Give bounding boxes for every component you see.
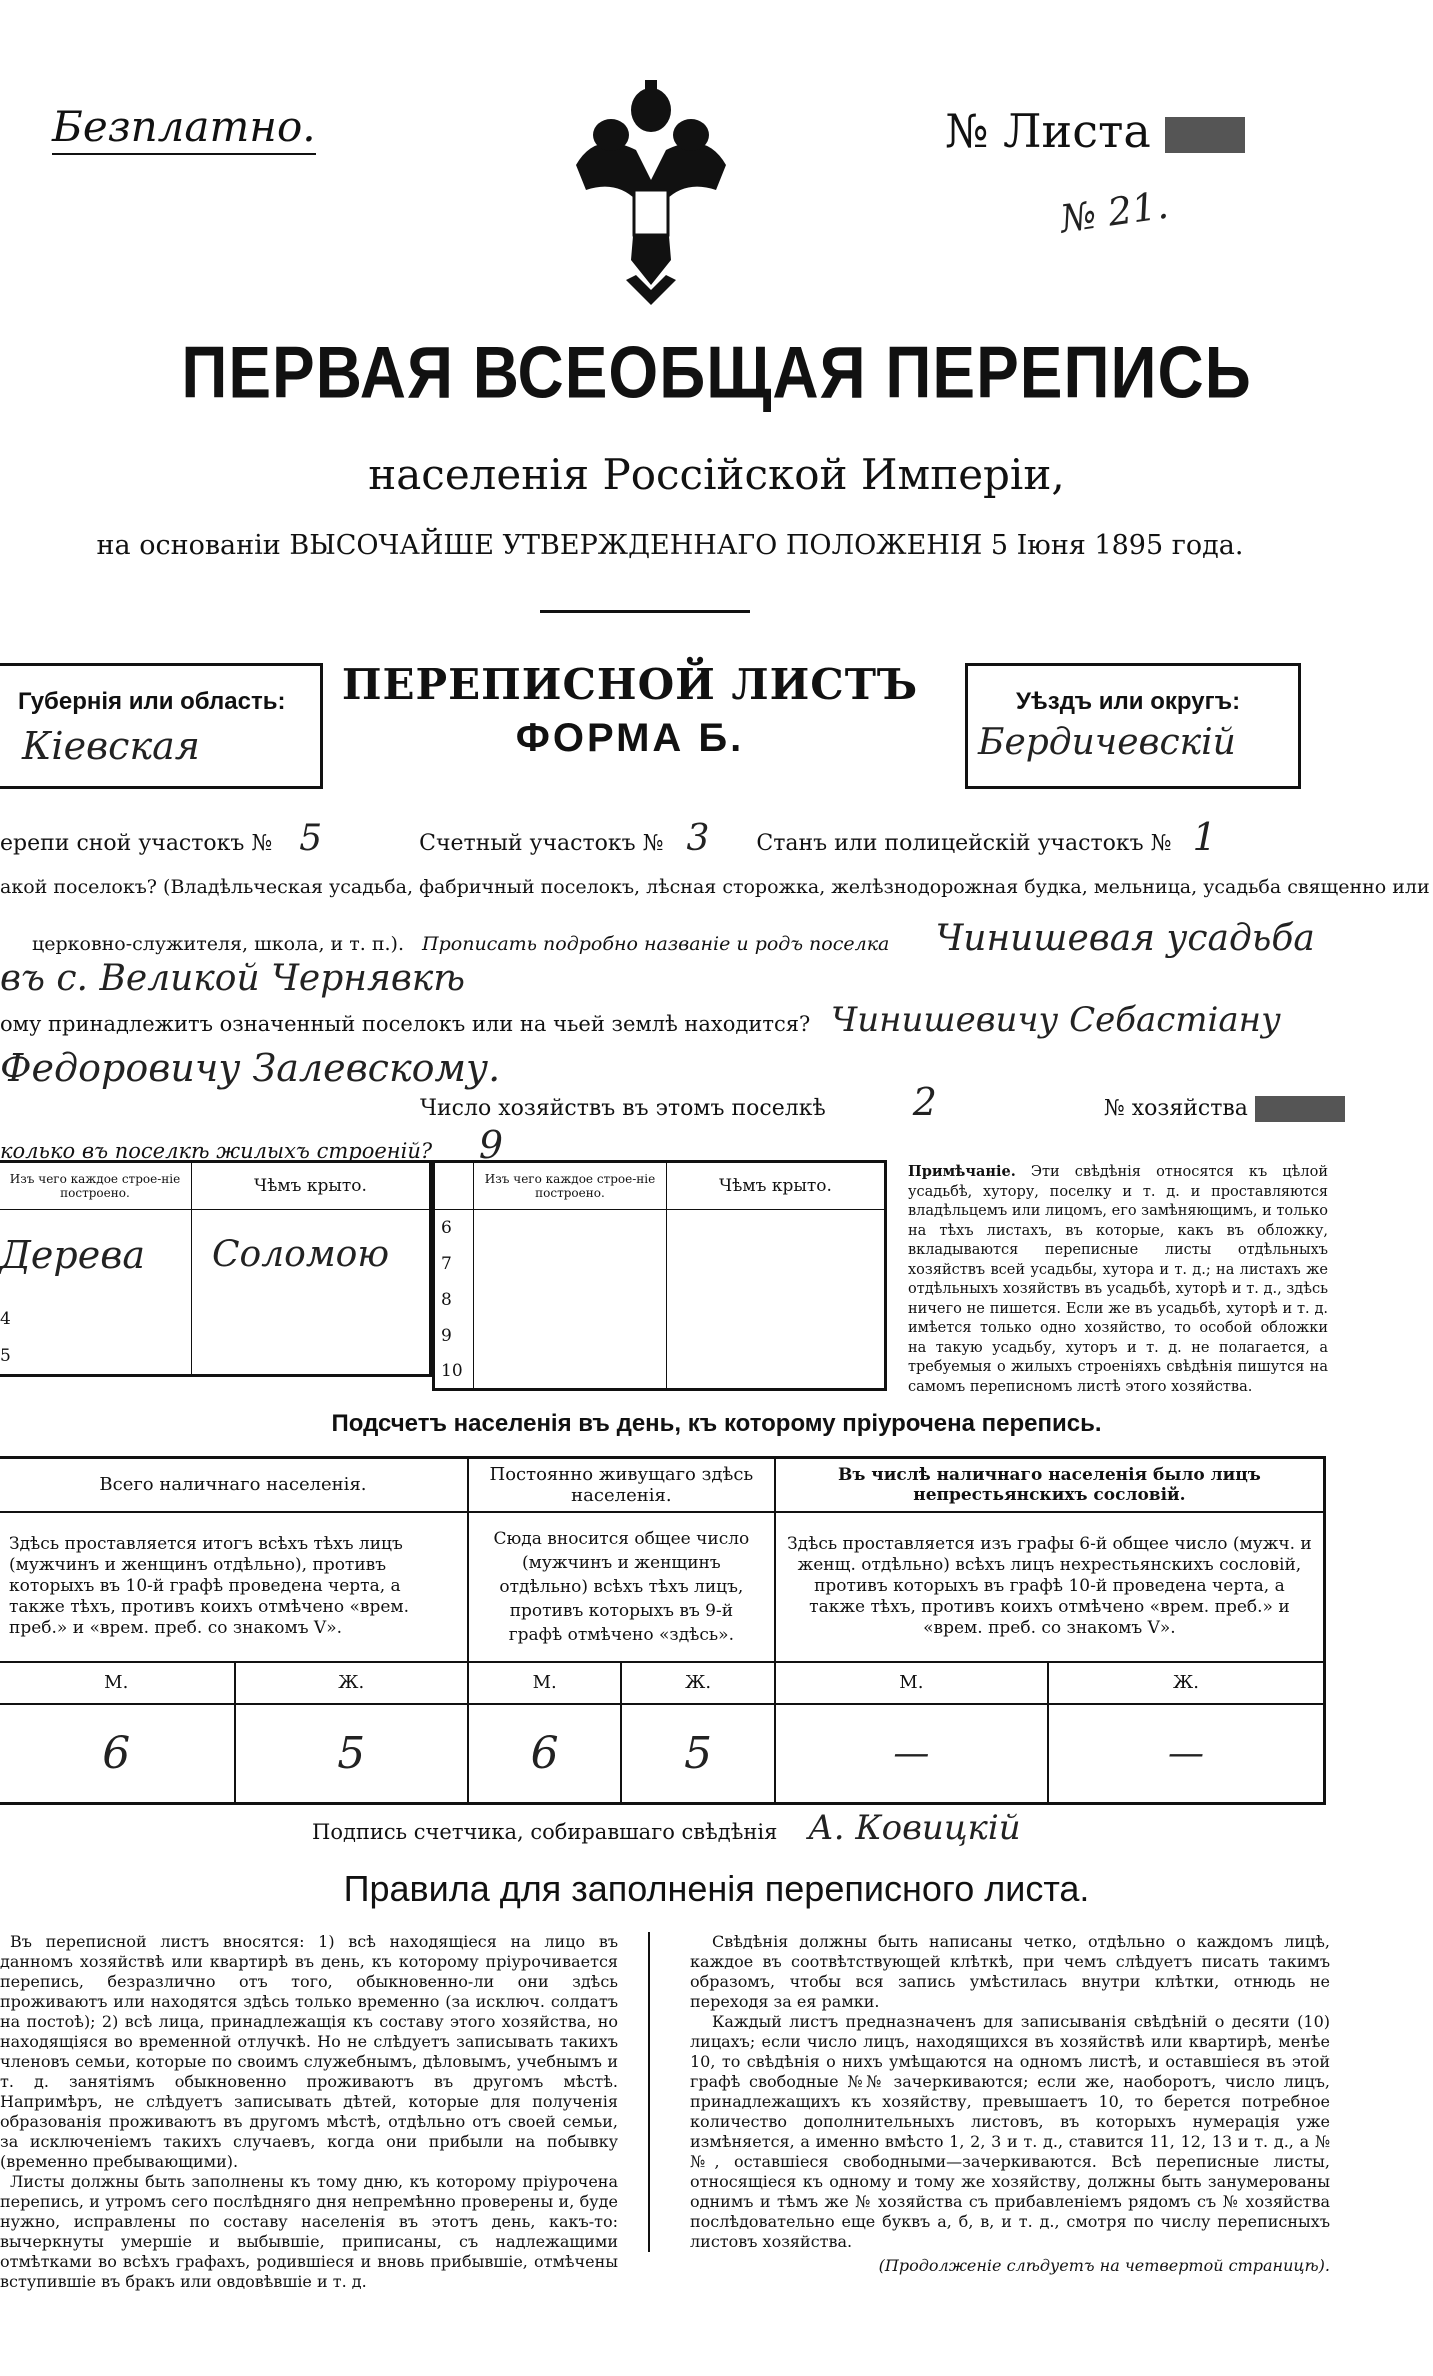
male-header: М. [0, 1662, 235, 1704]
note [908, 1162, 1328, 1397]
census-area-value: 5 [299, 818, 323, 859]
row-number: 6 [441, 1217, 452, 1238]
signature-label: Подпись счетчика, собиравшаго свѣдѣнія [312, 1820, 778, 1844]
value-cell: 6 [0, 1704, 235, 1804]
stan-value: 1 [1192, 815, 1217, 859]
household-no-label: № хозяйства [1103, 1096, 1248, 1121]
row-number: 7 [441, 1253, 452, 1274]
col3-text: Здѣсь проставляется изъ графы 6-й общее число (мужч. и женщ. отдѣльно) всѣхъ лицъ нехрестьянскихъ сословій, противъ которыхъ въ графѣ 10-й проведена черта, а также тѣхъ, противъ коихъ отмѣчено «врем. преб.» и «врем. преб. со знакомъ V». [775, 1512, 1325, 1662]
col1-text: Здѣсь проставляется итогъ всѣхъ тѣхъ лицъ (мужчинъ и женщинъ отдѣльно), противъ которыхъ въ 10-й графѣ проведена черта, а также тѣхъ, противъ коихъ отмѣчено «врем. преб.» и «врем. преб. со знакомъ V». [0, 1512, 468, 1662]
census-area-label: ерепи сной участокъ № [0, 831, 273, 856]
province-value: Кіевская [22, 724, 200, 768]
basis-line: на основаніи ВЫСОЧАЙШЕ УТВЕРЖДЕННАГО ПОЛОЖЕНІЯ 5 Іюня 1895 года. [96, 530, 1244, 561]
settlement-note: Прописать подробно названіе и родъ поселка [422, 933, 890, 955]
count-area-value: 3 [686, 818, 710, 859]
form-label: ФОРМА Б. [515, 716, 745, 760]
signature-row [312, 1808, 1021, 1848]
col-roof-header: Чѣмъ крыто. [667, 1162, 886, 1210]
female-header: Ж. [621, 1662, 774, 1704]
male-header: М. [775, 1662, 1048, 1704]
col2-text: Сюда вносится общее число (мужчинъ и женщинъ отдѣльно) всѣхъ тѣхъ лицъ, противъ которыхъ въ 9-й графѣ отмѣчено «здѣсь». [468, 1512, 775, 1662]
sheet-number-label: № Листа [945, 104, 1245, 158]
households-value: 2 [912, 1080, 937, 1124]
rules-left-column [0, 1932, 618, 2292]
settlement-value-1: Чинишевая усадьба [935, 918, 1315, 959]
col-material-header: Изъ чего каждое строе-ніе построено. [0, 1162, 192, 1210]
district-box [965, 663, 1301, 789]
owner-label: ому принадлежитъ означенный поселокъ или на чьей землѣ находится? [0, 1012, 811, 1036]
male-header: М. [468, 1662, 621, 1704]
province-box [0, 663, 323, 789]
value-cell: 5 [621, 1704, 774, 1804]
population-heading: Подсчетъ населенія въ день, къ которому пріурочена перепись. [331, 1410, 1102, 1437]
settlement-label-2: церковно-служителя, школа, и т. п.). [32, 933, 404, 955]
rules-right-p1: Свѣдѣнія должны быть написаны четко, отдѣльно о каждомъ лицѣ, каждое въ соотвѣтствующей клѣткѣ, при чемъ слѣдуетъ писать такимъ образомъ, чтобы вся запись умѣстилась внутри клѣтки, отнюдь не переходя за ея рамки. [690, 1932, 1330, 2011]
owner-row [0, 1000, 1400, 1040]
stan-label: Станъ или полицейскій участокъ № [756, 831, 1172, 856]
coat-of-arms-icon [556, 70, 746, 310]
table-cell: 4 [0, 1300, 192, 1338]
signature-value: А. Ковицкій [808, 1808, 1021, 1848]
row-number: 8 [441, 1289, 452, 1310]
value-cell: 6 [468, 1704, 621, 1804]
households-label: Число хозяйствъ въ этомъ поселкѣ [420, 1096, 826, 1121]
value-cell: 5 [235, 1704, 468, 1804]
value-cell: — [1048, 1704, 1325, 1804]
table-cell: Соломою [212, 1234, 390, 1276]
settlement-value-2: въ с. Великой Чернявкѣ [0, 958, 466, 999]
table-cell: Дерева [0, 1210, 192, 1300]
district-value: Бердичевскій [978, 722, 1236, 763]
col-material-header: Изъ чего каждое строе-ніе построено. [474, 1162, 667, 1210]
free-label: Безплатно. [52, 102, 316, 155]
settlement-label: акой поселокъ? (Владѣльческая усадьба, фабричный поселокъ, лѣсная сторожка, желѣзнодорожная будка, мельница, усадьба священно или [0, 876, 1430, 898]
household-no-redacted [1255, 1096, 1345, 1122]
rules-right-column [690, 1932, 1330, 2276]
province-label: Губернія или область: [18, 688, 286, 715]
col-roof-header: Чѣмъ крыто. [192, 1162, 431, 1210]
population-table [0, 1456, 1326, 1805]
col1-title: Всего наличнаго населенія. [0, 1458, 468, 1512]
count-area-label: Счетный участокъ № [419, 831, 664, 856]
sheet-number-handwritten: № 21. [1057, 182, 1172, 242]
col3-title: Въ числѣ наличнаго населенія было лицъ непрестьянскихъ сословій. [775, 1458, 1325, 1512]
row-number: 10 [441, 1360, 463, 1381]
value-cell: — [775, 1704, 1048, 1804]
note-text: Эти свѣдѣнія относятся къ цѣлой усадьбѣ, хутору, поселку и т. д. и проставляются владѣльцемъ или лицомъ, его замѣняющимъ, и только на тѣхъ листахъ, въ которые, какъ въ обложку, вкладываются переписные листы отдѣльныхъ хозяйствъ всей усадьбы, хутора и т. д.; на листахъ же отдѣльныхъ хозяйствъ въ усадьбѣ, хуторѣ и т. д., здѣсь ничего не пишется. Если же въ усадьбѣ, хуторѣ и т. д. имѣется только одно хозяйство, то особой обложки на такую усадьбу, хуторъ и т. д. не полагается, а требуемыя о жилыхъ строеніяхъ свѣдѣнія пишутся на самомъ переписномъ листѣ этого хозяйства. [908, 1164, 1328, 1395]
rules-right-p2: Каждый листъ предназначенъ для записыванія свѣдѣній о десяти (10) лицахъ; если число лицъ, находящихся въ хозяйствѣ или квартирѣ, менѣе 10, то свѣдѣнія о нихъ умѣщаются на одномъ листѣ, и оставшіеся въ этой графѣ свободные №№ зачеркиваются; если же, наоборотъ, число лицъ, принадлежащихъ къ хозяйству, превышаетъ 10, то берется потребное количество дополнительныхъ листовъ, въ которыхъ нумерація уже измѣняется, а именно вмѣсто 1, 2, 3 и т. д., ставится 11, 12, 13 и т. д., а №№, оставшіеся свободными—зачеркиваются. Всѣ переписные листы, относящіеся къ одному и тому же хозяйству, должны быть занумерованы однимъ и тѣмъ же № хозяйства съ прибавленіемъ рядомъ съ № хозяйства послѣдовательно еще буквъ а, б, в, и т. д., смотря по числу переписныхъ листовъ хозяйства. [690, 2012, 1330, 2251]
buildings-label: колько въ поселкѣ жилыхъ строеній? [0, 1139, 433, 1163]
rules-title: Правила для заполненія переписного листа. [343, 1868, 1090, 1909]
row-number: 9 [441, 1325, 452, 1346]
census-area-row [0, 815, 1320, 859]
page-subtitle: населенія Россійской Имперіи, [368, 450, 1065, 499]
rules-left-p1: Въ переписной листъ вносятся: 1) всѣ находящіеся на лицо въ данномъ хозяйствѣ или квартирѣ въ день, къ которому пріурочивается перепись, безразлично отъ того, обыкновенно-ли они здѣсь проживаютъ или находятся здѣсь только временно (за исключ. солдатъ на постоѣ); 2) всѣ лица, принадлежащія къ составу этого хозяйства, но находящіяся во временной отлучкѣ. Но не слѣдуетъ записывать такихъ членовъ семьи, которые по своимъ служебнымъ, дѣловымъ, учебнымъ и т. д. занятіямъ обыкновенно проживаютъ въ другомъ мѣстѣ. Напримѣръ, не слѣдуетъ записывать дѣтей, которые для полученія образованія проживаютъ въ другомъ мѣстѣ, отдѣльно отъ своей семьи, за исключеніемъ такихъ случаевъ, когда они прибыли на побывку (временно пребывающими). [0, 1932, 618, 2171]
female-header: Ж. [235, 1662, 468, 1704]
note-title: Примѣчаніе. [908, 1163, 1016, 1180]
rules-left-p2: Листы должны быть заполнены къ тому дню, къ которому пріурочена перепись, и утромъ сего послѣдняго дня непремѣнно проверены и, буде нужно, исправлены по составу населенія въ этотъ день, какъ-то: вычеркнуты умершіе и выбывшіе, приписаны, съ надлежащими отмѣтками во всѣхъ графахъ, родившіеся и вновь прибывшіе, отмѣчены вступившіе въ бракъ или овдовѣвшіе и т. д. [0, 2172, 618, 2291]
buildings-value: 9 [478, 1123, 503, 1167]
female-header: Ж. [1048, 1662, 1325, 1704]
settlement-row [0, 918, 1330, 959]
col2-title: Постоянно живущаго здѣсь населенія. [468, 1458, 775, 1512]
buildings-table-right [432, 1160, 887, 1391]
sheet-title: ПЕРЕПИСНОЙ ЛИСТЪ [341, 660, 919, 709]
rules-divider [648, 1932, 650, 2252]
households-row [420, 1080, 1420, 1124]
buildings-table-left [0, 1160, 432, 1377]
district-label: Уѣздъ или округъ: [1016, 688, 1241, 715]
table-cell: 5 [0, 1338, 192, 1376]
page-title: ПЕРВАЯ ВСЕОБЩАЯ ПЕРЕПИСЬ [181, 330, 1252, 414]
owner-value-2: Федоровичу Залевскому. [0, 1046, 501, 1090]
divider [540, 610, 750, 613]
owner-value-1: Чинишевичу Себастіану [830, 1000, 1281, 1040]
rules-continued: (Продолженіе слѣдуетъ на четвертой страницѣ). [878, 2256, 1330, 2275]
